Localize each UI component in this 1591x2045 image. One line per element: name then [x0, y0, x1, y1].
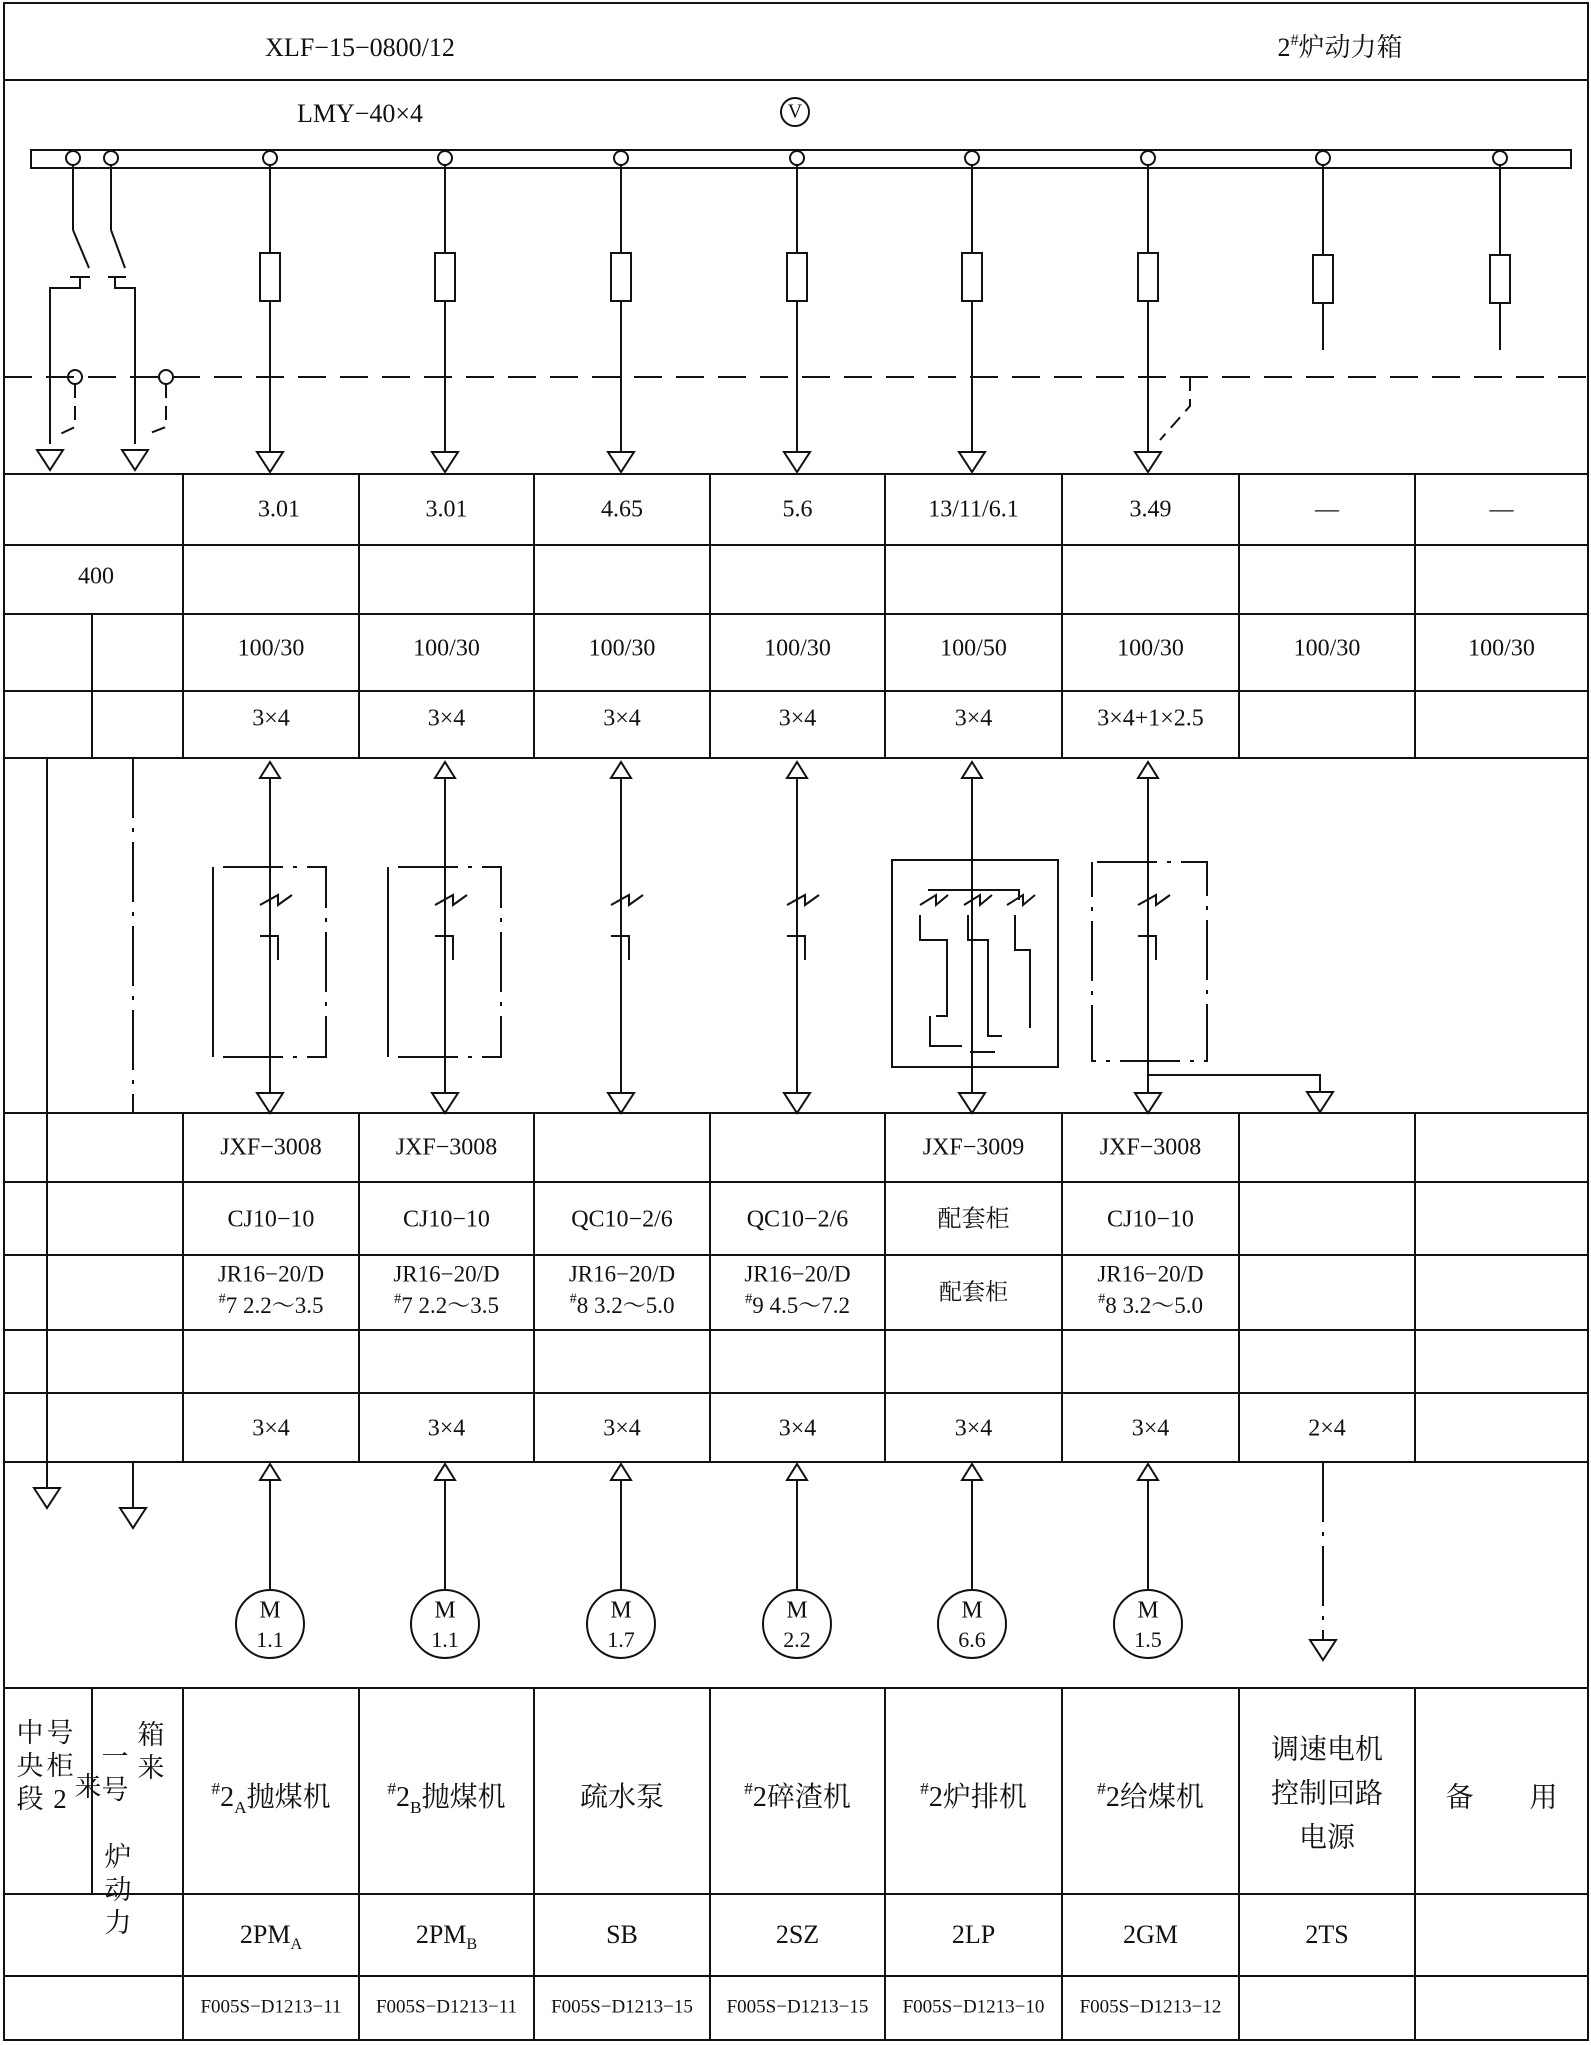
- relay-setting-cell: #8 3.2～5.0: [1098, 1291, 1203, 1319]
- motor-rating: 1.5: [1134, 1627, 1162, 1653]
- fuse-symbol: [787, 253, 807, 301]
- incoming-source-text: 动: [104, 1875, 132, 1906]
- load-name-line: 电源: [1298, 1822, 1356, 1854]
- relay-model-cell: JR16−20/D: [1097, 1261, 1204, 1287]
- breaker-contact: [787, 895, 819, 905]
- feeder-arrow: [784, 452, 810, 472]
- feeder-arrow: [959, 1093, 985, 1113]
- load-name-cell: $^{\#}2_B$抛煤机: [387, 1779, 506, 1818]
- rated-current-cell: 3.49: [1129, 496, 1172, 523]
- lower-cable-cell: 3×4: [603, 1415, 641, 1442]
- incoming-arrow: [37, 450, 63, 470]
- breaker-contact: [964, 895, 992, 905]
- motor-letter: M: [1137, 1597, 1159, 1624]
- lower-cable-cell: 3×4: [427, 1415, 466, 1442]
- switch-rating-cell: 100/30: [588, 635, 656, 662]
- incoming-source-text: 号: [46, 1718, 74, 1749]
- contactor-cell: QC10−2/6: [571, 1206, 673, 1233]
- switch-rating-cell: 100/30: [413, 635, 480, 662]
- load-name-cell: #2炉排机: [920, 1779, 1027, 1814]
- feeder-arrow: [784, 1093, 810, 1113]
- fuse-symbol: [435, 253, 455, 301]
- interlock-link: [145, 384, 166, 435]
- drawing-number-cell: F005S−D1213−10: [902, 1996, 1045, 2018]
- feeder-arrow: [608, 452, 634, 472]
- relay-setting-cell: #9 4.5～7.2: [745, 1291, 850, 1319]
- busbar-tap: [965, 151, 979, 165]
- feeder-arrow: [432, 1093, 458, 1113]
- incoming-source-arrow: [120, 1508, 146, 1528]
- control-branch: [1148, 1075, 1320, 1095]
- fuse-symbol: [962, 253, 982, 301]
- reversing-path: [920, 915, 947, 1016]
- contactor-cell: CJ10−10: [403, 1206, 490, 1233]
- load-name-cell: #2碎渣机: [744, 1779, 851, 1814]
- control-branch-arrow: [1307, 1092, 1333, 1112]
- load-code-cell: SB: [606, 1919, 638, 1949]
- switch-rating-cell: 100/30: [1468, 635, 1535, 662]
- load-name-cell: #2给煤机: [1097, 1779, 1204, 1814]
- busbar-tap: [1493, 151, 1507, 165]
- upper-cable-cell: 3×4: [603, 705, 641, 732]
- lower-cable-cell: 3×4: [1131, 1415, 1170, 1442]
- motor-rating: 1.7: [607, 1627, 635, 1653]
- upper-cable-cell: 3×4: [954, 705, 993, 732]
- load-code-cell: 2LP: [951, 1919, 996, 1949]
- switch-rating-cell: 100/30: [1293, 635, 1361, 662]
- busbar-tap: [614, 151, 628, 165]
- motor-cable-arrow: [260, 1464, 280, 1480]
- incoming-source-text: 柜: [46, 1751, 74, 1782]
- breaker-contact: [1007, 895, 1035, 905]
- control-box-cell: JXF−3008: [1099, 1134, 1202, 1161]
- load-name-cell: $^{\#}2_A$抛煤机: [211, 1779, 331, 1818]
- relay-model-cell: JR16−20/D: [393, 1261, 500, 1287]
- upper-cable-cell: 3×4: [427, 705, 466, 732]
- load-name-cell: 备 用: [1445, 1782, 1558, 1814]
- reversing-starter-box: [892, 860, 1058, 1067]
- motor-rating: 1.1: [256, 1627, 284, 1653]
- fuse-symbol: [1313, 255, 1333, 303]
- load-code-cell: $2PM_A$: [239, 1919, 303, 1954]
- control-box-cell: JXF−3008: [395, 1134, 498, 1161]
- starter-box: [223, 867, 326, 1057]
- breaker-contact: [920, 895, 948, 905]
- incoming-source-text: 2: [53, 1784, 67, 1815]
- reversing-path: [1015, 915, 1030, 1028]
- incoming-arrow: [122, 450, 148, 470]
- switch-rating-cell: 100/30: [1117, 635, 1184, 662]
- incoming-source-text: 来: [137, 1753, 165, 1784]
- incoming-source-text: 央: [16, 1751, 44, 1782]
- incoming-conductor-2: [115, 277, 135, 444]
- drawing-number-cell: F005S−D1213−15: [551, 1996, 693, 2018]
- rated-current-cell: 5.6: [782, 496, 813, 523]
- load-code-cell: 2GM: [1123, 1919, 1178, 1949]
- switch-rating-cell: 100/30: [764, 635, 831, 662]
- reversing-path: [968, 915, 1002, 1036]
- upper-cable-cell: 3×4+1×2.5: [1097, 705, 1204, 732]
- incoming-source-arrow: [34, 1488, 60, 1508]
- interlock-node: [159, 370, 173, 384]
- busbar-tap: [1316, 151, 1330, 165]
- lower-cable-cell: 3×4: [778, 1415, 817, 1442]
- incoming-source-text: 段: [16, 1784, 44, 1815]
- incoming-source-text: 炉: [104, 1842, 132, 1873]
- starter-box: [398, 867, 501, 1057]
- incoming-source-text: 号: [101, 1775, 129, 1806]
- motor-rating: 2.2: [783, 1627, 811, 1653]
- rated-current-cell: 4.65: [601, 496, 643, 523]
- upper-cable-cell: 3×4: [252, 705, 290, 732]
- load-code-cell: 2TS: [1305, 1919, 1349, 1949]
- breaker-contact: [611, 895, 643, 905]
- voltmeter-letter: V: [787, 100, 803, 123]
- feeder-cable-arrow: [435, 762, 455, 778]
- contactor-cell: CJ10−10: [227, 1206, 315, 1233]
- load-name-cell: 疏水泵: [579, 1782, 665, 1814]
- busbar-tap: [790, 151, 804, 165]
- drawing-number-cell: F005S−D1213−12: [1079, 1996, 1222, 2018]
- motor-cable-arrow: [1138, 1464, 1158, 1480]
- feeder-arrow: [1135, 1093, 1161, 1113]
- busbar-tap-incoming: [104, 151, 118, 165]
- busbar-tap-incoming: [66, 151, 80, 165]
- relay-setting-cell: #8 3.2～5.0: [569, 1291, 675, 1319]
- contactor-cell: QC10−2/6: [746, 1206, 849, 1233]
- incoming-source-text: 箱: [137, 1720, 165, 1751]
- drawing-number-cell: F005S−D1213−11: [200, 1996, 342, 2018]
- feeder-cable-arrow: [1138, 762, 1158, 778]
- busbar-tap: [438, 151, 452, 165]
- relay-model-cell: JR16−20/D: [217, 1261, 325, 1287]
- fuse-symbol: [260, 253, 280, 301]
- incoming-source-text: 一: [101, 1742, 129, 1773]
- rated-current-cell: 3.01: [425, 496, 468, 523]
- lower-cable-cell: 3×4: [954, 1415, 993, 1442]
- feeder-cable-arrow: [611, 762, 631, 778]
- upper-cable-cell: 3×4: [778, 705, 817, 732]
- incoming-source-text: 力: [104, 1908, 132, 1939]
- feeder-arrow: [608, 1093, 634, 1113]
- feeder-arrow: [432, 452, 458, 472]
- busbar-tap: [1141, 151, 1155, 165]
- contactor-cell: 配套柜: [937, 1206, 1010, 1233]
- control-box-cell: JXF−3008: [220, 1134, 322, 1161]
- incoming-switch-blade: [111, 230, 125, 268]
- feeder-arrow: [959, 452, 985, 472]
- relay-setting-cell: #7 2.2～3.5: [218, 1291, 324, 1319]
- breaker-contact: [260, 895, 292, 905]
- panel-model-label: XLF−15−0800/12: [265, 32, 455, 62]
- interlock-link: [58, 384, 75, 435]
- fuse-symbol: [611, 253, 631, 301]
- motor-letter: M: [610, 1597, 632, 1624]
- relay-model-cell: JR16−20/D: [744, 1261, 851, 1287]
- rated-current-cell: —: [1489, 496, 1514, 523]
- feeder-cable-arrow: [787, 762, 807, 778]
- incoming-switch-blade: [73, 230, 89, 268]
- load-code-cell: 2SZ: [775, 1919, 820, 1949]
- rated-current-cell: —: [1315, 496, 1339, 523]
- control-box-cell: JXF−3009: [922, 1134, 1025, 1161]
- incoming-current-cell: 400: [78, 563, 114, 590]
- switch-rating-cell: 100/50: [940, 635, 1007, 662]
- busbar-label: LMY−40×4: [296, 98, 424, 128]
- relay-model-cell: JR16−20/D: [568, 1261, 676, 1287]
- drawing-number-cell: F005S−D1213−11: [375, 1996, 518, 2018]
- incoming-source-text: 来: [74, 1772, 102, 1803]
- motor-letter: M: [259, 1597, 281, 1624]
- motor-letter: M: [786, 1597, 808, 1624]
- breaker-contact: [435, 895, 467, 905]
- load-code-cell: $2PM_B$: [415, 1919, 478, 1954]
- fuse-symbol: [1138, 253, 1158, 301]
- feeder-cable-arrow: [962, 762, 982, 778]
- motor-cable-arrow: [962, 1464, 982, 1480]
- feeder-arrow: [1135, 452, 1161, 472]
- load-name-line: 调速电机: [1270, 1734, 1384, 1766]
- feeder-arrow: [257, 1093, 283, 1113]
- relay-setting-cell: #7 2.2～3.5: [394, 1291, 499, 1319]
- motor-rating: 6.6: [958, 1627, 986, 1653]
- control-circuit-arrow: [1310, 1640, 1336, 1660]
- feeder-arrow: [257, 452, 283, 472]
- switch-rating-cell: 100/30: [237, 635, 305, 662]
- feeder-cable-arrow: [260, 762, 280, 778]
- drawing-number-cell: F005S−D1213−15: [726, 1996, 869, 2018]
- busbar-tap: [263, 151, 277, 165]
- motor-letter: M: [961, 1597, 983, 1624]
- relay-model-cell: 配套柜: [939, 1279, 1008, 1305]
- load-name-line: 控制回路: [1270, 1778, 1384, 1810]
- fuse-symbol: [1490, 255, 1510, 303]
- lower-cable-cell: 3×4: [252, 1415, 290, 1442]
- motor-cable-arrow: [611, 1464, 631, 1480]
- motor-letter: M: [434, 1597, 456, 1624]
- rated-current-cell: 3.01: [258, 496, 300, 523]
- incoming-source-text: 中: [16, 1718, 44, 1749]
- lower-cable-cell: 2×4: [1308, 1415, 1346, 1442]
- reversing-path: [930, 1016, 962, 1046]
- contactor-cell: CJ10−10: [1107, 1206, 1194, 1233]
- motor-cable-arrow: [787, 1464, 807, 1480]
- breaker-contact: [1138, 895, 1170, 905]
- panel-name-label: 2#炉动力箱: [1277, 32, 1403, 62]
- rated-current-cell: 13/11/6.1: [928, 496, 1019, 523]
- interlock-drop: [1160, 377, 1190, 440]
- motor-rating: 1.1: [431, 1627, 459, 1653]
- starter-box: [1092, 862, 1207, 1061]
- motor-cable-arrow: [435, 1464, 455, 1480]
